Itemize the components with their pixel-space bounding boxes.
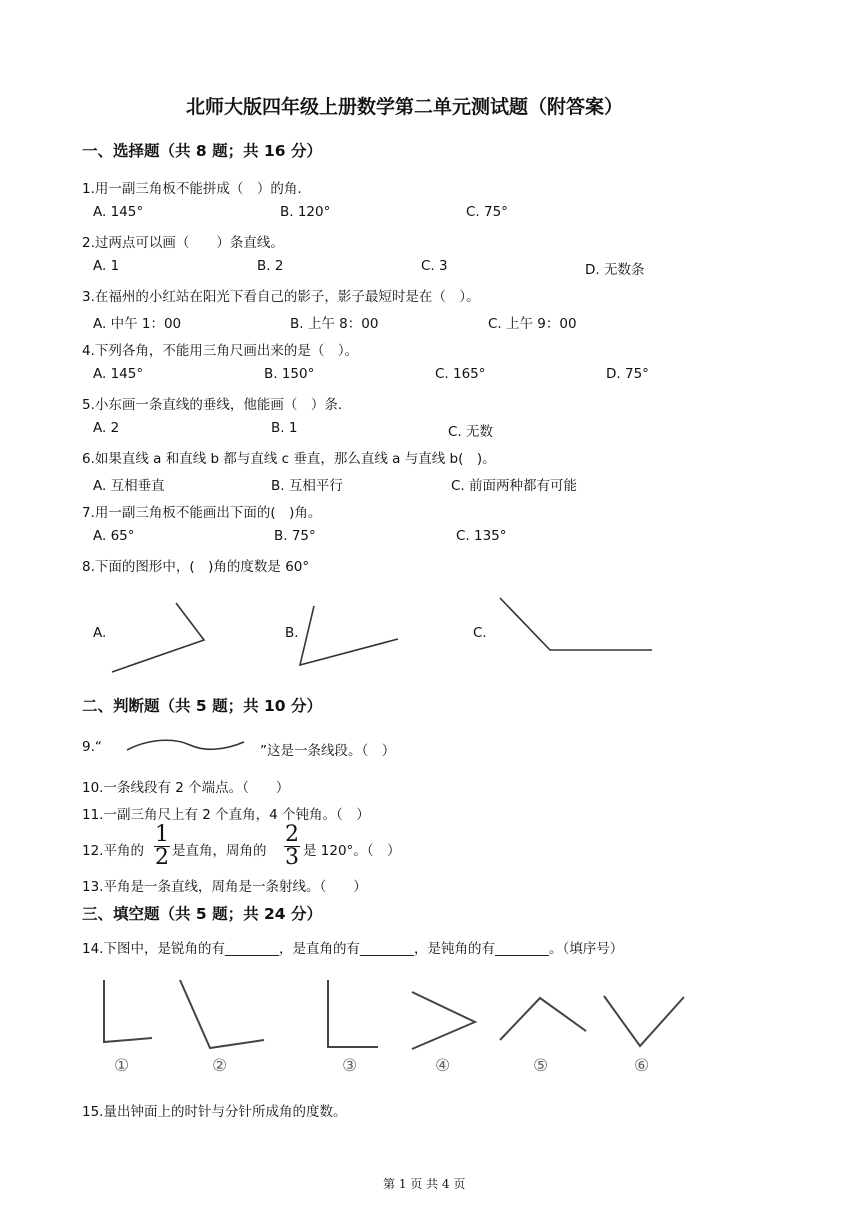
question-9-suffix: ”这是一条线段。（ ） xyxy=(260,743,396,759)
q8-option-b: B. xyxy=(285,625,299,641)
fraction-denominator: 3 xyxy=(285,845,299,870)
angle-label-6: ⑥ xyxy=(634,1056,650,1076)
angle-label-4: ④ xyxy=(435,1056,451,1076)
question-12-mid: 是直角，周角的 xyxy=(172,843,267,859)
q4-option-d: D. 75° xyxy=(606,366,649,382)
question-12-suffix: 是 120°。（ ） xyxy=(303,843,401,859)
q6-option-c: C. 前面两种都有可能 xyxy=(451,478,578,494)
q7-option-b: B. 75° xyxy=(274,528,316,544)
fraction-numerator: 1 xyxy=(155,822,169,847)
section-heading-choice: 一、选择题（共 8 题；共 16 分） xyxy=(82,142,322,160)
angle-label-1: ① xyxy=(114,1056,130,1076)
q5-option-c: C. 无数 xyxy=(448,424,494,440)
q2-option-c: C. 3 xyxy=(421,258,448,274)
question-4: 4.下列各角，不能用三角尺画出来的是（ ）。 xyxy=(82,343,359,359)
q5-option-b: B. 1 xyxy=(271,420,298,436)
q4-option-a: A. 145° xyxy=(93,366,144,382)
question-1: 1.用一副三角板不能拼成（ ）的角. xyxy=(82,181,302,197)
question-8: 8.下面的图形中，( )角的度数是 60° xyxy=(82,559,310,575)
q1-option-b: B. 120° xyxy=(280,204,331,220)
question-9-prefix: 9.“ xyxy=(82,739,102,755)
question-15: 15.量出钟面上的时针与分针所成角的度数。 xyxy=(82,1104,347,1120)
q7-option-c: C. 135° xyxy=(456,528,507,544)
question-3: 3.在福州的小红站在阳光下看自己的影子，影子最短时是在（ ）。 xyxy=(82,289,480,305)
question-6: 6.如果直线 a 和直线 b 都与直线 c 垂直，那么直线 a 与直线 b( )。 xyxy=(82,451,496,467)
question-10: 10.一条线段有 2 个端点。（ ） xyxy=(82,780,290,796)
q1-option-c: C. 75° xyxy=(466,204,508,220)
q1-option-a: A. 145° xyxy=(93,204,144,220)
question-5: 5.小东画一条直线的垂线，他能画（ ）条. xyxy=(82,397,343,413)
q3-option-a: A. 中午 1：00 xyxy=(93,316,182,332)
q8-option-c: C. xyxy=(473,625,487,641)
angle-label-2: ② xyxy=(212,1056,228,1076)
question-13: 13.平角是一条直线，周角是一条射线。（ ） xyxy=(82,879,367,895)
q4-option-b: B. 150° xyxy=(264,366,315,382)
q2-option-b: B. 2 xyxy=(257,258,284,274)
q3-option-c: C. 上午 9：00 xyxy=(488,316,577,332)
fraction-numerator: 2 xyxy=(285,822,299,847)
q6-option-a: A. 互相垂直 xyxy=(93,478,165,494)
question-12-prefix: 12.平角的 xyxy=(82,843,144,859)
q8-option-a: A. xyxy=(93,625,107,641)
q2-option-d: D. 无数条 xyxy=(585,262,645,278)
q4-option-c: C. 165° xyxy=(435,366,486,382)
q5-option-a: A. 2 xyxy=(93,420,120,436)
page-footer: 第 1 页 共 4 页 xyxy=(383,1177,466,1191)
question-11: 11.一副三角尺上有 2 个直角，4 个钝角。（ ） xyxy=(82,807,370,823)
fraction-denominator: 2 xyxy=(155,845,169,870)
question-14: 14.下图中，是锐角的有________，是直角的有________，是钝角的有________。（填序号） xyxy=(82,941,624,957)
q7-option-a: A. 65° xyxy=(93,528,135,544)
q6-option-b: B. 互相平行 xyxy=(271,478,343,494)
q2-option-a: A. 1 xyxy=(93,258,120,274)
section-heading-judge: 二、判断题（共 5 题；共 10 分） xyxy=(82,697,322,715)
question-2: 2.过两点可以画（ ）条直线。 xyxy=(82,235,284,251)
section-heading-fill: 三、填空题（共 5 题；共 24 分） xyxy=(82,905,322,923)
page-title: 北师大版四年级上册数学第二单元测试题（附答案） xyxy=(186,96,624,118)
angle-label-3: ③ xyxy=(342,1056,358,1076)
question-7: 7.用一副三角板不能画出下面的( )角。 xyxy=(82,505,322,521)
q3-option-b: B. 上午 8：00 xyxy=(290,316,379,332)
angle-label-5: ⑤ xyxy=(533,1056,549,1076)
